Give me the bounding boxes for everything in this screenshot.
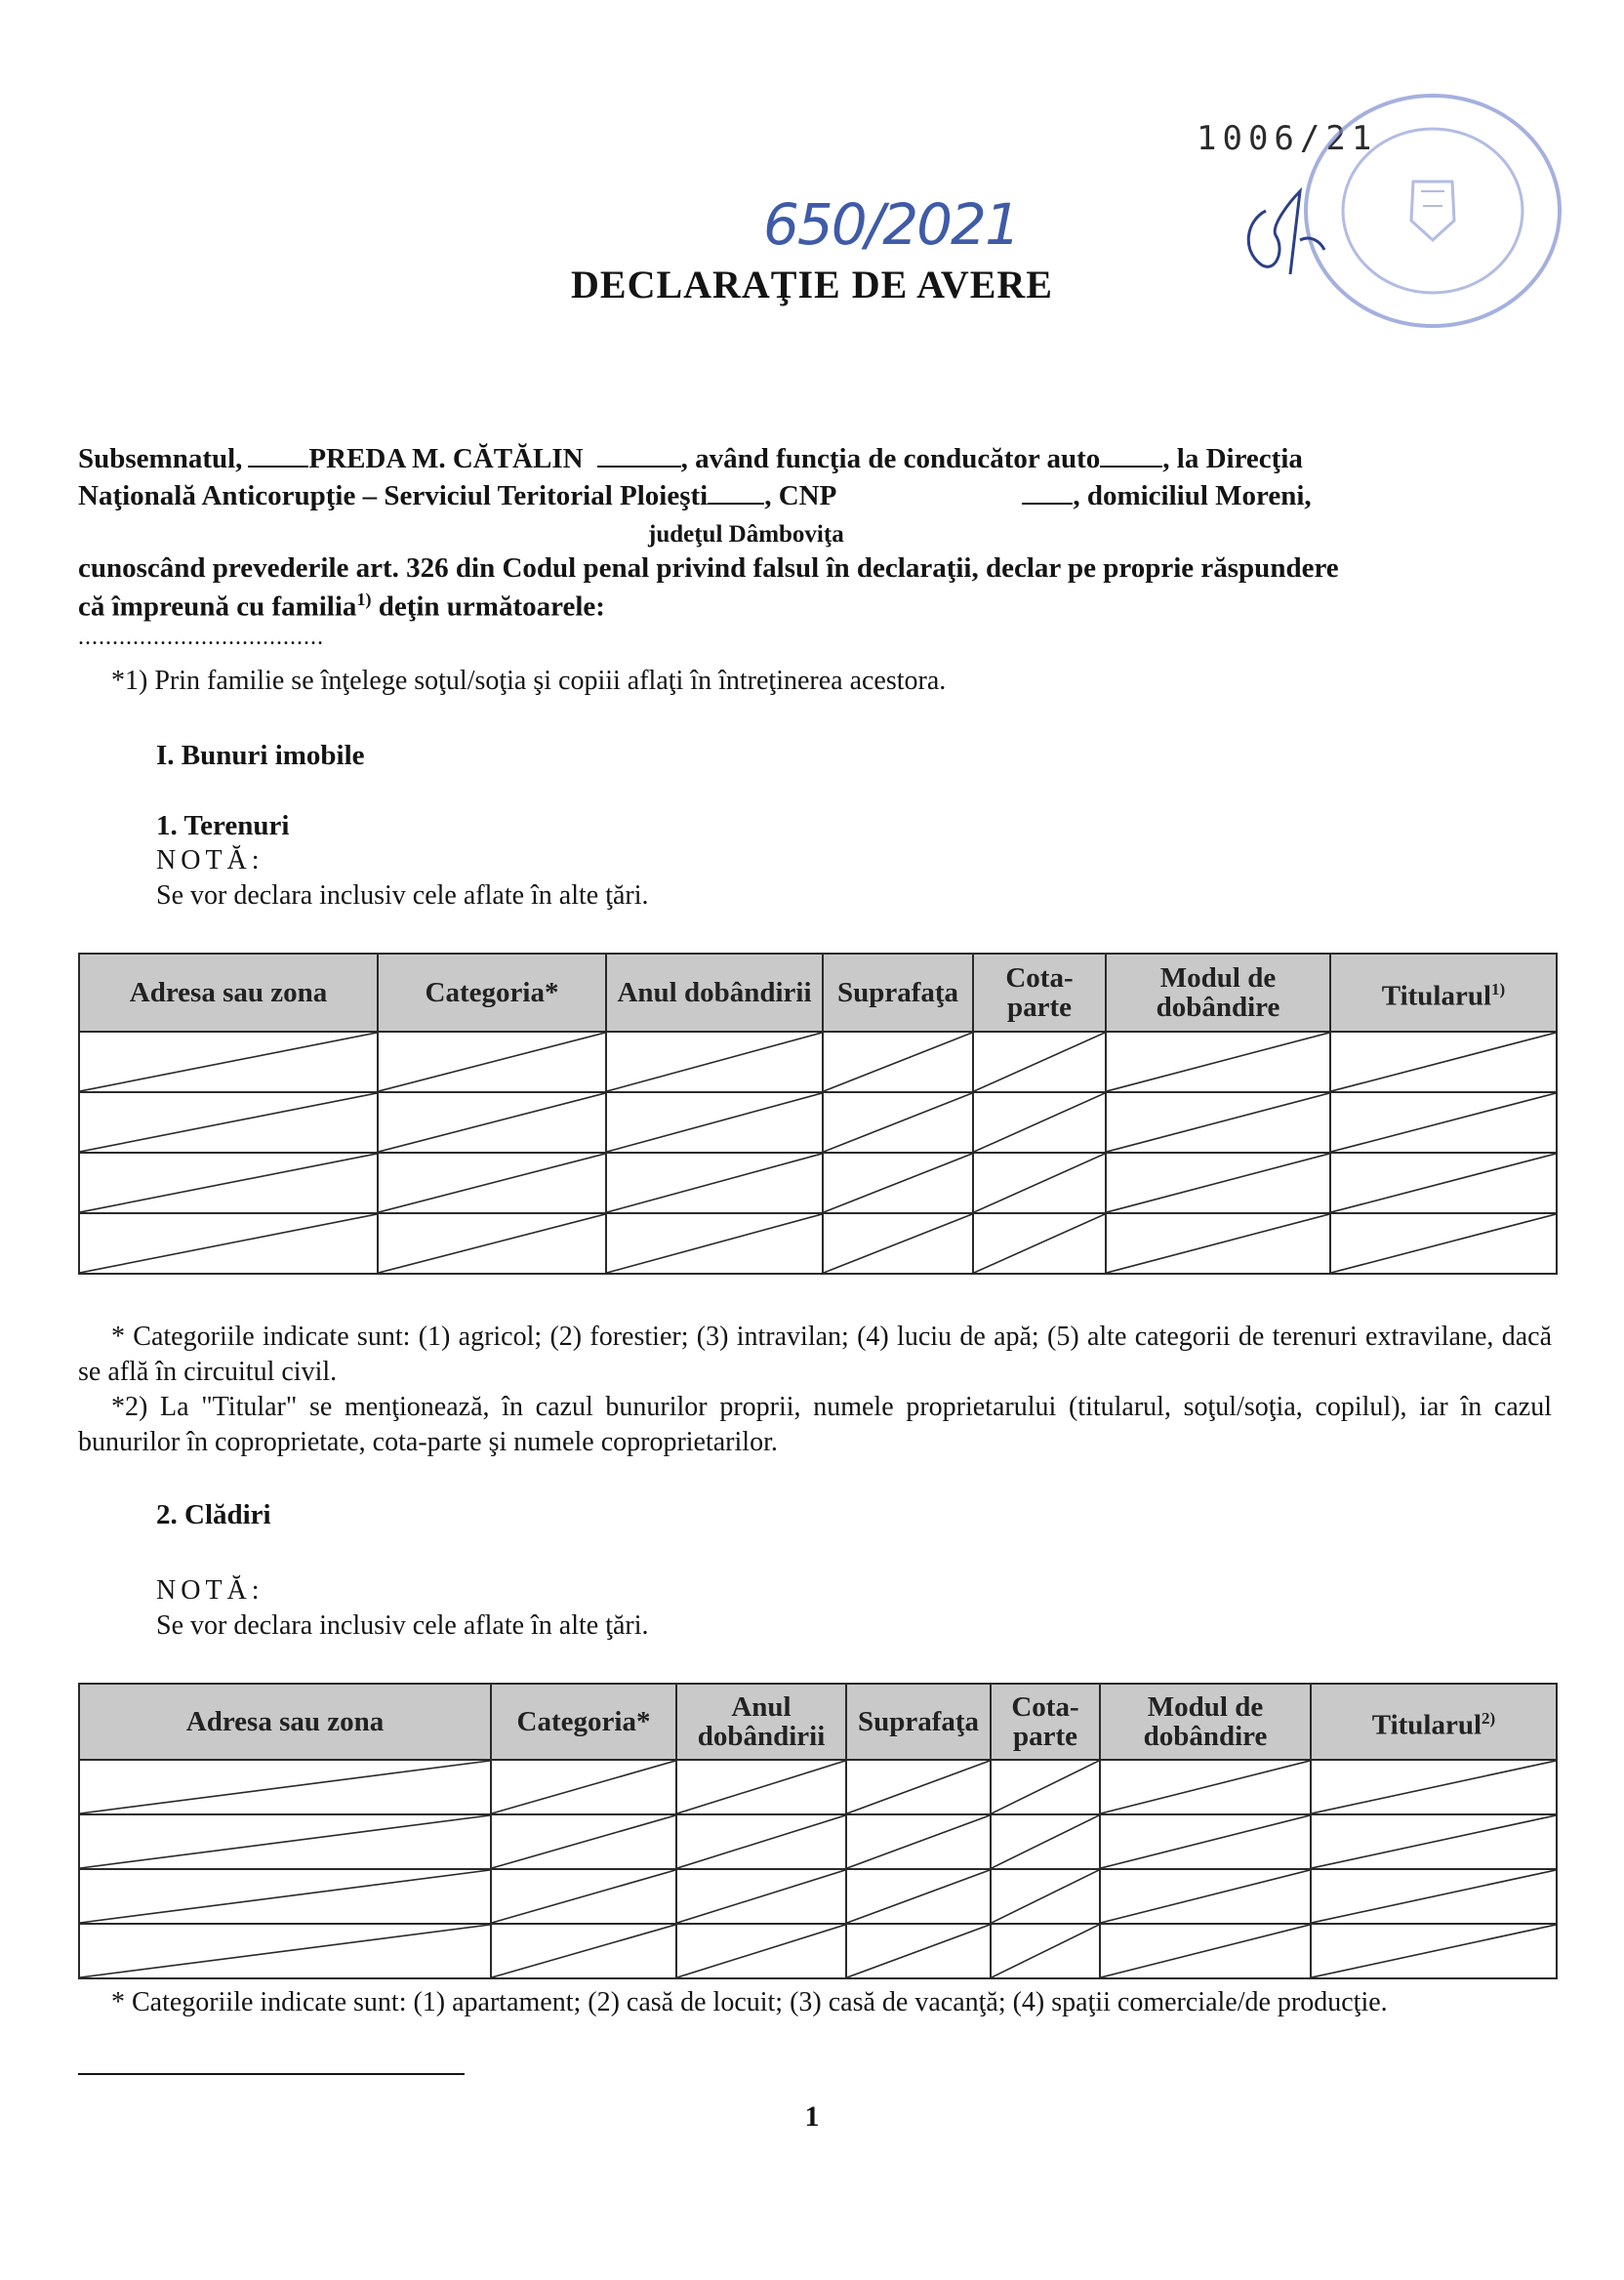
empty-cell	[79, 1760, 491, 1814]
strike-line-icon	[1331, 1033, 1556, 1091]
strike-line-icon	[1107, 1033, 1329, 1091]
blank-line	[1022, 499, 1073, 505]
footnote-separator	[78, 2073, 465, 2075]
strike-line-icon	[607, 1154, 822, 1212]
table-row	[79, 1153, 1557, 1213]
page-number: 1	[804, 2100, 820, 2133]
strike-line-icon	[677, 1815, 845, 1868]
strike-line-icon	[1107, 1154, 1329, 1212]
blank-line	[248, 462, 308, 468]
strike-line-icon	[992, 1815, 1099, 1868]
strike-line-icon	[847, 1815, 990, 1868]
blank-line	[597, 462, 681, 468]
strike-line-icon	[1331, 1093, 1556, 1152]
strike-line-icon	[992, 1761, 1099, 1813]
strike-line-icon	[847, 1870, 990, 1923]
strike-line-icon	[492, 1870, 675, 1923]
terenuri-table-wrap	[78, 953, 1558, 1275]
empty-cell	[676, 1814, 846, 1869]
empty-cell	[846, 1869, 991, 1924]
statement-suffix: deţin următoarele:	[371, 590, 605, 623]
empty-cell	[991, 1869, 1100, 1924]
strike-line-icon	[80, 1154, 377, 1212]
empty-cell	[606, 1153, 823, 1213]
empty-cell	[1330, 1213, 1557, 1274]
institution-label: , la Direcţia	[1162, 443, 1303, 474]
table-row	[79, 1814, 1557, 1869]
strike-line-icon	[607, 1033, 822, 1091]
titular-footnote: *2) La "Titular" se menţionează, în cazul bunurilor proprii, numele proprietarului (titularul, soţul/soţia, copilul), iar în cazul bunurilor în coproprietate, cota-parte şi numele coproprietarilor.	[78, 1392, 1552, 1457]
strike-line-icon	[80, 1093, 377, 1152]
strike-line-icon	[974, 1214, 1105, 1273]
table-row	[79, 1032, 1557, 1092]
column-header: Categoria*	[491, 1684, 676, 1760]
empty-cell	[606, 1032, 823, 1092]
empty-cell	[491, 1814, 676, 1869]
empty-cell	[1100, 1814, 1311, 1869]
empty-cell	[606, 1213, 823, 1274]
column-header: Categoria*	[378, 954, 606, 1032]
strike-line-icon	[992, 1925, 1099, 1977]
column-header: Modul de dobândire	[1106, 954, 1330, 1032]
strike-line-icon	[1312, 1870, 1556, 1923]
empty-cell	[1330, 1032, 1557, 1092]
strike-line-icon	[379, 1093, 605, 1152]
blank-line	[708, 499, 764, 505]
strike-line-icon	[824, 1214, 972, 1273]
strike-line-icon	[824, 1093, 972, 1152]
strike-line-icon	[1101, 1870, 1310, 1923]
strike-line-icon	[1312, 1761, 1556, 1813]
column-header: Anul dobândirii	[676, 1684, 846, 1760]
strike-line-icon	[607, 1093, 822, 1152]
column-header: Modul de dobândire	[1100, 1684, 1311, 1760]
page-title: DECLARAŢIE DE AVERE	[571, 263, 1053, 306]
strike-line-icon	[1101, 1761, 1310, 1813]
empty-cell	[676, 1924, 846, 1978]
strike-line-icon	[1107, 1093, 1329, 1152]
strike-line-icon	[1101, 1925, 1310, 1977]
empty-cell	[79, 1869, 491, 1924]
domicile-label: , domiciliul Moreni,	[1073, 480, 1312, 511]
empty-cell	[1106, 1092, 1330, 1153]
empty-cell	[378, 1032, 606, 1092]
empty-cell	[1330, 1153, 1557, 1213]
terenuri-nota-text: Se vor declara inclusiv cele aflate în alte ţări.	[156, 880, 649, 911]
table-row	[79, 1924, 1557, 1978]
table-header-row	[79, 1684, 1557, 1760]
cladiri-table-wrap	[78, 1683, 1558, 1979]
strike-line-icon	[824, 1033, 972, 1091]
declarant-line-1	[78, 443, 1303, 475]
strike-line-icon	[80, 1925, 490, 1977]
empty-cell	[1311, 1924, 1557, 1978]
terenuri-table	[78, 953, 1558, 1275]
empty-cell	[973, 1153, 1106, 1213]
empty-cell	[846, 1924, 991, 1978]
strike-line-icon	[1101, 1815, 1310, 1868]
empty-cell	[1311, 1869, 1557, 1924]
strike-line-icon	[847, 1925, 990, 1977]
empty-cell	[846, 1814, 991, 1869]
empty-cell	[973, 1213, 1106, 1274]
table-row	[79, 1869, 1557, 1924]
statement-prefix: că împreună cu familia	[78, 590, 357, 623]
statement-superscript: 1)	[356, 590, 372, 609]
cladiri-nota-label: NOTĂ:	[156, 1575, 264, 1606]
strike-line-icon	[80, 1815, 490, 1868]
family-footnote: *1) Prin familie se înţelege soţul/soţia şi copiii aflaţi în întreţinerea acestora.	[111, 666, 947, 696]
strike-line-icon	[974, 1033, 1105, 1091]
table-row	[79, 1213, 1557, 1274]
cladiri-categories-footnote: * Categoriile indicate sunt: (1) apartament; (2) casă de locuit; (3) casă de vacanţă; (4) spaţii comerciale/de producţie.	[111, 1987, 1388, 2017]
terenuri-title: 1. Terenuri	[156, 810, 290, 841]
column-header: Cota-parte	[991, 1684, 1100, 1760]
strike-line-icon	[847, 1761, 990, 1813]
cladiri-title: 2. Clădiri	[156, 1499, 271, 1530]
empty-cell	[973, 1092, 1106, 1153]
terenuri-nota-label: NOTĂ:	[156, 845, 264, 875]
column-header: Suprafaţa	[846, 1684, 991, 1760]
strike-line-icon	[974, 1093, 1105, 1152]
strike-line-icon	[1331, 1214, 1556, 1273]
empty-cell	[823, 1153, 973, 1213]
strike-line-icon	[677, 1925, 845, 1977]
function-label: , având funcţia de conducător auto	[680, 443, 1101, 474]
blank-line	[1100, 462, 1162, 468]
empty-cell	[491, 1869, 676, 1924]
empty-cell	[491, 1760, 676, 1814]
empty-cell	[79, 1032, 378, 1092]
table-row	[79, 1760, 1557, 1814]
empty-cell	[378, 1153, 606, 1213]
strike-line-icon	[677, 1870, 845, 1923]
strike-line-icon	[824, 1154, 972, 1212]
stamp-registration-number: 1006/21	[1197, 119, 1378, 158]
empty-cell	[991, 1814, 1100, 1869]
empty-cell	[823, 1092, 973, 1153]
column-header: Adresa sau zona	[79, 954, 378, 1032]
empty-cell	[676, 1869, 846, 1924]
column-header: Anul dobândirii	[606, 954, 823, 1032]
table-row	[79, 1092, 1557, 1153]
empty-cell	[491, 1924, 676, 1978]
empty-cell	[1106, 1032, 1330, 1092]
strike-line-icon	[379, 1214, 605, 1273]
declarant-name: PREDA M. CĂTĂLIN	[308, 443, 584, 474]
column-header: Cota-parte	[973, 954, 1106, 1032]
column-header-superscript: 1)	[1491, 979, 1506, 998]
empty-cell	[79, 1092, 378, 1153]
empty-cell	[1311, 1760, 1557, 1814]
empty-cell	[79, 1153, 378, 1213]
empty-cell	[823, 1213, 973, 1274]
empty-cell	[1311, 1814, 1557, 1869]
column-header: Titularul$^{2)}$	[1311, 1684, 1557, 1760]
empty-cell	[79, 1213, 378, 1274]
empty-cell	[606, 1092, 823, 1153]
strike-line-icon	[607, 1214, 822, 1273]
strike-line-icon	[80, 1870, 490, 1923]
strike-line-icon	[379, 1033, 605, 1091]
handwritten-registration-number: 650/2021	[763, 191, 1019, 258]
empty-cell	[79, 1924, 491, 1978]
dotted-separator: ....................................	[78, 625, 324, 650]
strike-line-icon	[379, 1154, 605, 1212]
strike-line-icon	[974, 1154, 1105, 1212]
strike-line-icon	[492, 1815, 675, 1868]
strike-line-icon	[492, 1761, 675, 1813]
declarant-line-2	[78, 480, 1312, 512]
empty-cell	[991, 1760, 1100, 1814]
strike-line-icon	[492, 1925, 675, 1977]
empty-cell	[1106, 1213, 1330, 1274]
statement-line-2	[78, 590, 605, 624]
strike-line-icon	[80, 1761, 490, 1813]
strike-line-icon	[80, 1214, 377, 1273]
empty-cell	[1100, 1760, 1311, 1814]
cladiri-nota-text: Se vor declara inclusiv cele aflate în alte ţări.	[156, 1610, 649, 1641]
subsemnatul-label: Subsemnatul,	[78, 443, 243, 474]
empty-cell	[1106, 1153, 1330, 1213]
empty-cell	[378, 1092, 606, 1153]
cladiri-table	[78, 1683, 1558, 1979]
strike-line-icon	[1107, 1214, 1329, 1273]
empty-cell	[79, 1814, 491, 1869]
strike-line-icon	[1331, 1154, 1556, 1212]
table-header-row	[79, 954, 1557, 1032]
empty-cell	[846, 1760, 991, 1814]
declarant-county: judeţul Dâmboviţa	[648, 521, 844, 548]
cnp-label: , CNP	[764, 480, 837, 511]
strike-line-icon	[677, 1761, 845, 1813]
section-title: I. Bunuri imobile	[156, 740, 365, 771]
strike-line-icon	[1312, 1925, 1556, 1977]
column-header: Suprafaţa	[823, 954, 973, 1032]
strike-line-icon	[992, 1870, 1099, 1923]
column-header: Adresa sau zona	[79, 1684, 491, 1760]
empty-cell	[823, 1032, 973, 1092]
empty-cell	[378, 1213, 606, 1274]
column-header: Titularul$^{1)}$	[1330, 954, 1557, 1032]
empty-cell	[991, 1924, 1100, 1978]
terenuri-categories-footnote: * Categoriile indicate sunt: (1) agricol; (2) forestier; (3) intravilan; (4) luciu de apă; (5) alte categorii de terenuri extravilane, dacă se află în circuitul civil.	[78, 1322, 1552, 1387]
empty-cell	[1100, 1924, 1311, 1978]
statement-line-1: cunoscând prevederile art. 326 din Codul penal privind falsul în declaraţii, declar pe proprie răspundere	[78, 552, 1339, 584]
empty-cell	[1100, 1869, 1311, 1924]
empty-cell	[1330, 1092, 1557, 1153]
empty-cell	[676, 1760, 846, 1814]
empty-cell	[973, 1032, 1106, 1092]
column-header-superscript: 2)	[1482, 1708, 1496, 1728]
strike-line-icon	[1312, 1815, 1556, 1868]
strike-line-icon	[80, 1033, 377, 1091]
institution-name: Naţională Anticorupţie – Serviciul Teritorial Ploieşti	[78, 480, 709, 511]
